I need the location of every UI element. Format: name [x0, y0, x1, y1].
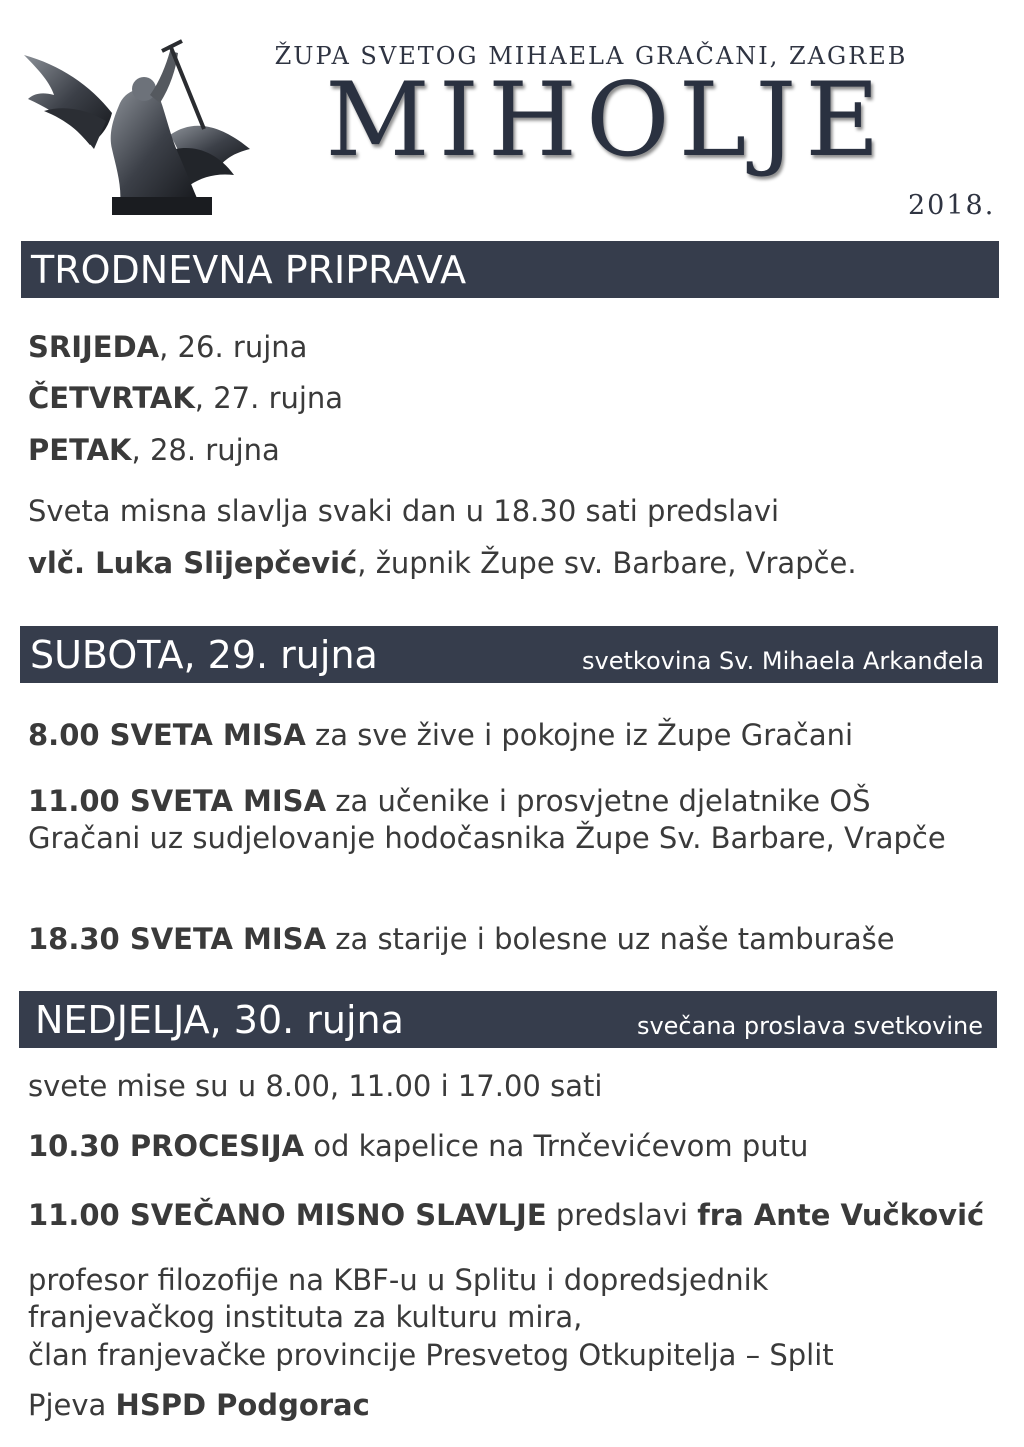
choir-line: Pjeva HSPD Podgorac	[28, 1388, 370, 1422]
presider-bio-line-1: profesor filozofije na KBF-u u Splitu i dopredsjednik	[28, 1263, 769, 1297]
schedule-day-wednesday: SRIJEDA, 26. rujna	[28, 330, 308, 364]
archangel-michael-icon	[20, 25, 260, 215]
section-subtitle: svetkovina Sv. Mihaela Arkanđela	[582, 647, 984, 675]
event-procession: 10.30 PROCESIJA od kapelice na Trnčevićevom putu	[28, 1129, 809, 1163]
section-header-sunday	[19, 991, 997, 1048]
presider-bio-line-3: član franjevačke provincije Presvetog Otkupitelja – Split	[28, 1338, 834, 1372]
year-label: 2018.	[908, 190, 996, 221]
section-title: NEDJELJA, 30. rujna	[35, 998, 404, 1042]
event-mass-1830: 18.30 SVETA MISA za starije i bolesne uz naše tamburaše	[28, 922, 895, 956]
masthead-title: MIHOLJE	[325, 61, 889, 180]
section-header-saturday	[20, 626, 998, 683]
mass-description: Sveta misna slavlja svaki dan u 18.30 sati predslavi	[28, 494, 780, 528]
celebrant-line: vlč. Luka Slijepčević, župnik Župe sv. Barbare, Vrapče.	[28, 546, 857, 580]
celebrant-name: vlč. Luka Slijepčević	[28, 546, 358, 580]
event-solemn-mass: 11.00 SVEČANO MISNO SLAVLJE predslavi fra Ante Vučković	[28, 1198, 985, 1232]
choir-name: HSPD Podgorac	[115, 1388, 370, 1422]
section-title: SUBOTA, 29. rujna	[30, 633, 378, 677]
presider-bio-line-2: franjevačkog instituta za kulturu mira,	[28, 1300, 583, 1334]
mass-times: svete mise su u 8.00, 11.00 i 17.00 sati	[28, 1069, 603, 1103]
presider-name: fra Ante Vučković	[697, 1198, 985, 1232]
event-mass-11: 11.00 SVETA MISA za učenike i prosvjetne djelatnike OŠ Gračani uz sudjelovanje hodočasnika Župe Sv. Barbare, Vrapče	[28, 784, 946, 855]
event-mass-8: 8.00 SVETA MISA za sve žive i pokojne iz Župe Gračani	[28, 718, 854, 752]
parish-name: ŽUPA SVETOG MIHAELA GRAČANI, ZAGREB	[274, 42, 908, 70]
section-subtitle: svečana proslava svetkovine	[636, 1012, 983, 1040]
schedule-day-thursday: ČETVRTAK, 27. rujna	[28, 381, 344, 415]
schedule-day-friday: PETAK, 28. rujna	[28, 433, 280, 467]
archangel-statue-image	[20, 25, 260, 215]
section-header-preparation	[21, 241, 999, 298]
section-title: TRODNEVNA PRIPRAVA	[31, 248, 467, 292]
